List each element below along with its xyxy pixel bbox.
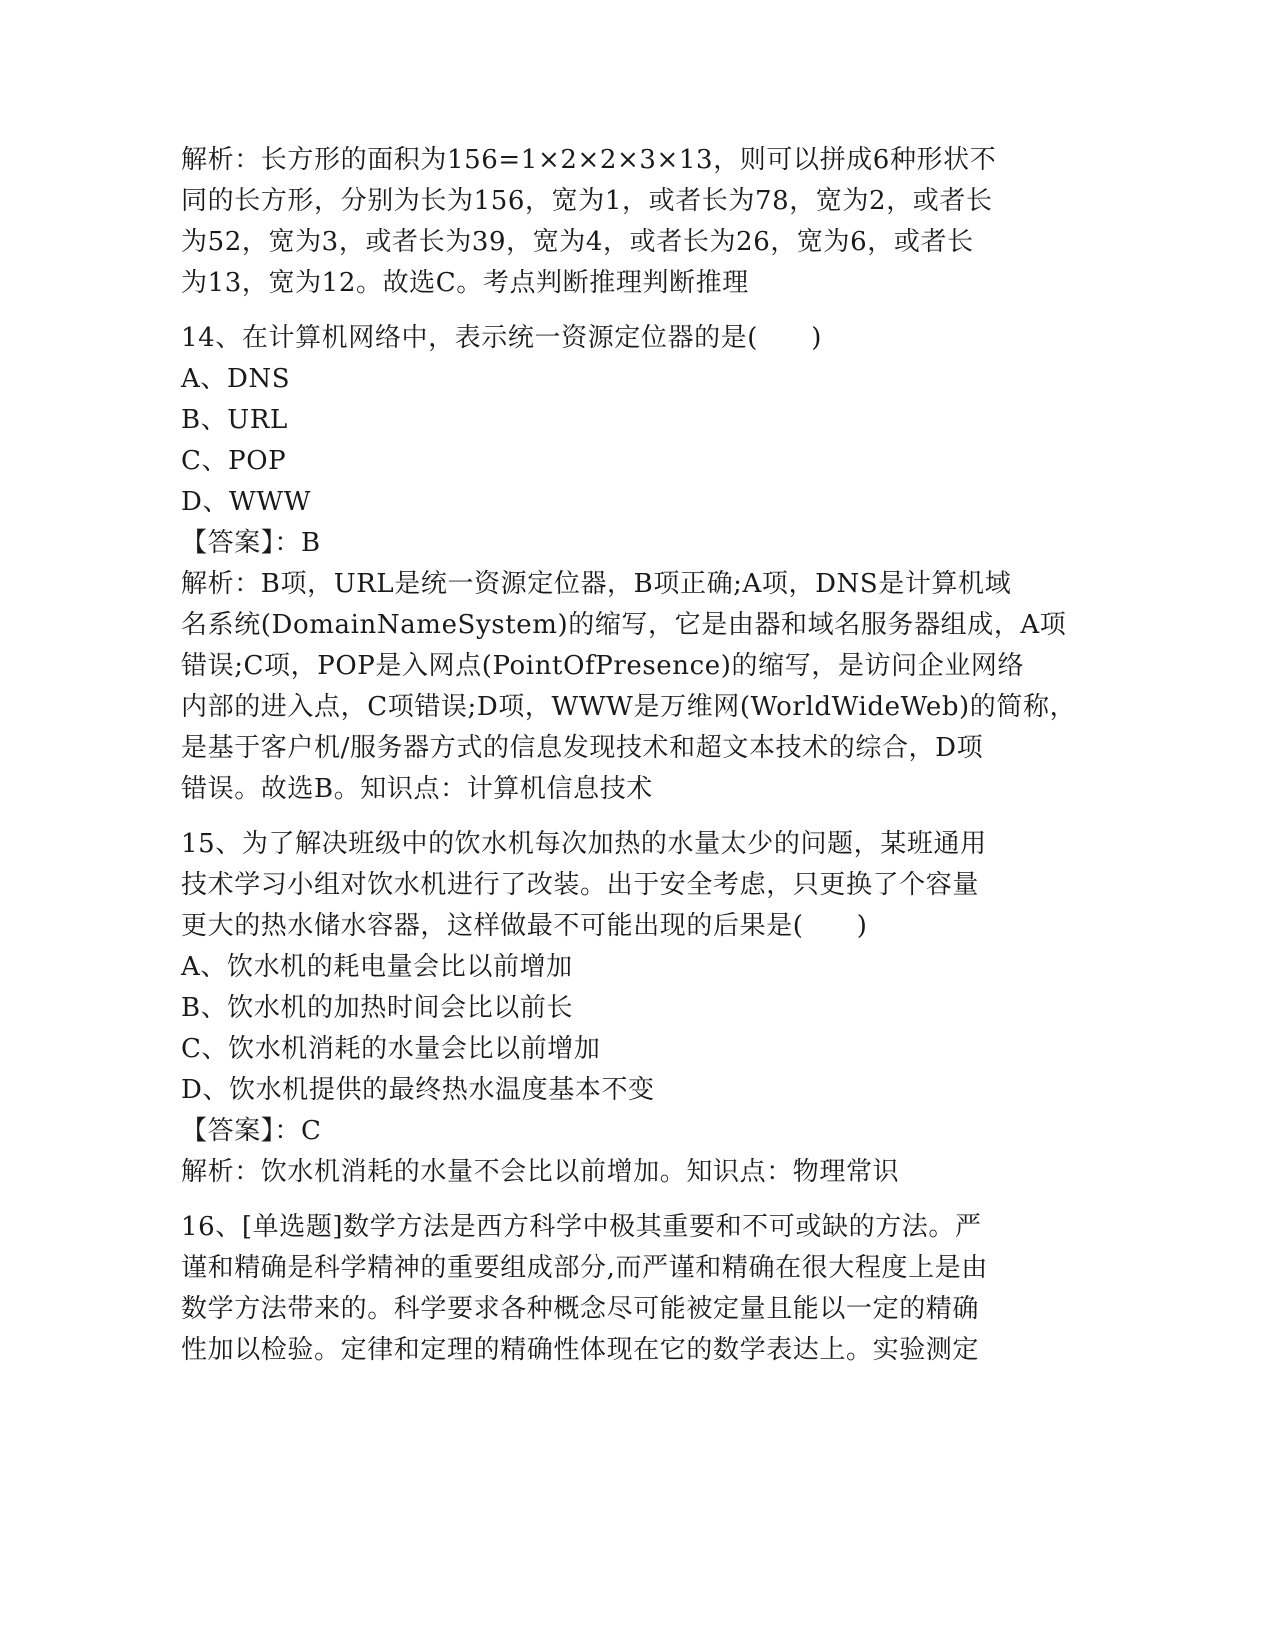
text-line: 为52，宽为3，或者长为39，宽为4，或者长为26，宽为6，或者长 <box>181 227 974 257</box>
paragraph-gap <box>181 810 1041 824</box>
option-c: C、饮水机消耗的水量会比以前增加 <box>181 1034 601 1064</box>
option-c: C、POP <box>181 446 287 476</box>
question-15 <box>181 824 1041 1193</box>
explanation-line: 是基于客户机/服务器方式的信息发现技术和超文本技术的综合，D项 <box>181 733 984 763</box>
explanation-line: 错误;C项，POP是入网点(PointOfPresence)的缩写，是访问企业网络 <box>181 651 1025 681</box>
question-stem: 16、[单选题]数学方法是西方科学中极其重要和不可或缺的方法。严 <box>181 1212 982 1242</box>
paragraph-gap <box>181 304 1041 318</box>
text-line: 解析：长方形的面积为156=1×2×2×3×13，则可以拼成6种形状不 <box>181 145 997 175</box>
option-d: D、WWW <box>181 487 312 517</box>
question-14 <box>181 318 1077 810</box>
text-line: 同的长方形，分别为长为156，宽为1，或者长为78，宽为2，或者长 <box>181 186 993 216</box>
question-stem: 15、为了解决班级中的饮水机每次加热的水量太少的问题，某班通用 <box>181 829 987 859</box>
explanation-line: 解析：B项，URL是统一资源定位器，B项正确;A项，DNS是计算机域 <box>181 569 1012 599</box>
question-stem: 谨和精确是科学精神的重要组成部分,而严谨和精确在很大程度上是由 <box>181 1253 988 1283</box>
q13-explanation <box>181 140 1041 304</box>
option-b: B、URL <box>181 405 288 435</box>
question-stem: 性加以检验。定律和定理的精确性体现在它的数学表达上。实验测定 <box>181 1335 980 1365</box>
answer-line: 【答案】：C <box>181 1116 322 1146</box>
explanation-line: 内部的进入点，C项错误;D项，WWW是万维网(WorldWideWeb)的简称， <box>181 692 1077 722</box>
paragraph-gap <box>181 1193 1041 1207</box>
question-stem: 数学方法带来的。科学要求各种概念尽可能被定量且能以一定的精确 <box>181 1294 980 1324</box>
answer-line: 【答案】：B <box>181 528 321 558</box>
explanation-line: 错误。故选B。知识点：计算机信息技术 <box>181 774 653 804</box>
option-a: A、DNS <box>181 364 291 394</box>
option-b: B、饮水机的加热时间会比以前长 <box>181 993 574 1023</box>
question-16 <box>181 1207 1041 1371</box>
explanation-line: 名系统(DomainNameSystem)的缩写，它是由器和域名服务器组成，A项 <box>181 610 1067 640</box>
question-stem: 14、在计算机网络中，表示统一资源定位器的是( ) <box>181 323 822 353</box>
option-d: D、饮水机提供的最终热水温度基本不变 <box>181 1075 655 1105</box>
explanation-line: 解析：饮水机消耗的水量不会比以前增加。知识点：物理常识 <box>181 1157 900 1187</box>
question-stem: 技术学习小组对饮水机进行了改装。出于安全考虑，只更换了个容量 <box>181 870 980 900</box>
option-a: A、饮水机的耗电量会比以前增加 <box>181 952 573 982</box>
question-stem: 更大的热水储水容器，这样做最不可能出现的后果是( ) <box>181 911 868 941</box>
text-line: 为13，宽为12。故选C。考点判断推理判断推理 <box>181 268 749 298</box>
document-page <box>181 140 1077 1371</box>
